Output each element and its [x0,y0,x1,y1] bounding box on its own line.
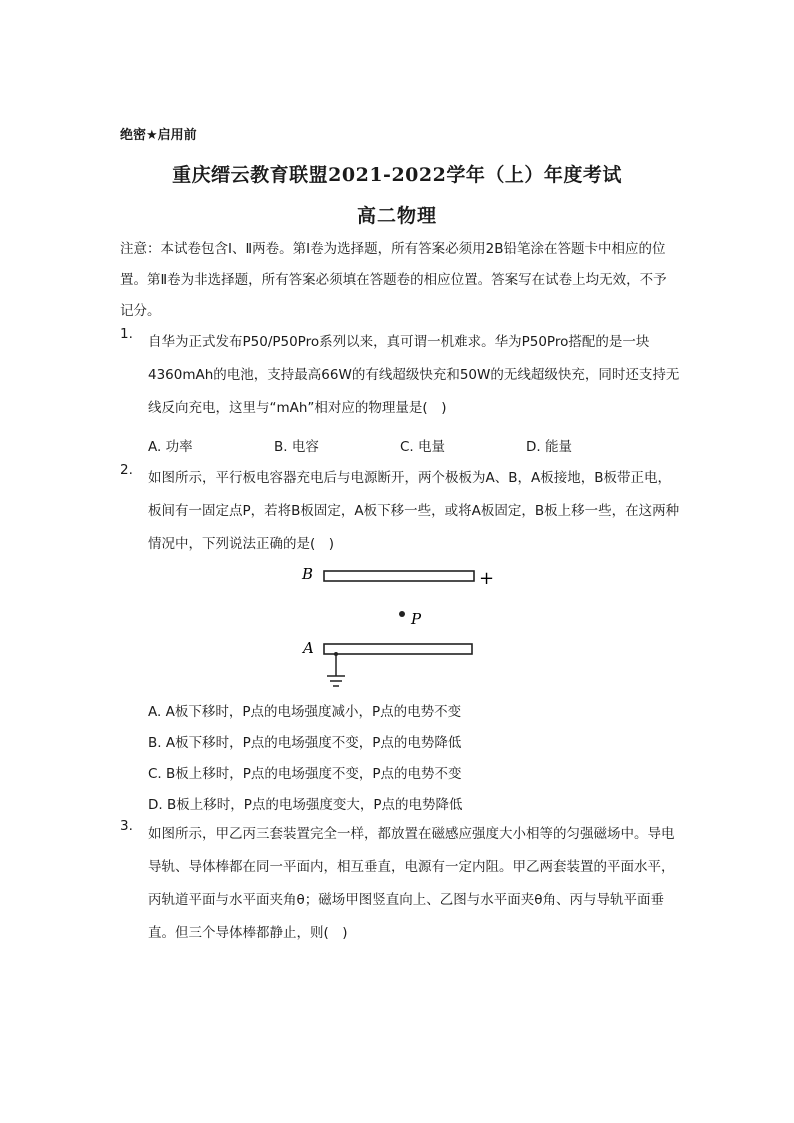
question-number: 1. [120,326,133,342]
option-d[interactable]: D. 能量 [526,439,572,455]
secret-label: 绝密★启用前 [120,128,197,143]
ground-icon [327,652,345,686]
option-c[interactable]: C. B板上移时，P点的电场强度不变，P点的电势不变 [148,766,462,782]
point-p [399,611,405,617]
exam-title: 重庆缙云教育联盟2021-2022学年（上）年度考试 [172,164,622,186]
question-2-options [148,697,688,821]
option-a[interactable]: A. 功率 [148,439,193,455]
plate-a [324,644,472,654]
question-text: 如图所示，平行板电容器充电后与电源断开，两个极板为A、B，A板接地，B板带正电，板间有一固定点P，若将B板固定，A板下移一些，或将A板固定，B板上移一些，在这两种情况中，下列说法正确的是( ) [148,470,680,552]
plus-sign: + [479,568,495,589]
plate-a-label: A [303,639,314,657]
point-p-label: P [411,610,422,628]
question-3 [120,818,680,950]
question-1-options [148,435,688,455]
option-b[interactable]: B. 电容 [274,439,319,455]
question-2 [120,462,680,561]
question-text: 自华为正式发布P50/P50Pro系列以来，真可谓一机难求。华为P50Pro搭配的是一块4360mAh的电池，支持最高66W的有线超级快充和50W的无线超级快充，同时还支持无线反向充电，这里与“mAh”相对应的物理量是( ) [148,334,680,416]
capacitor-diagram [296,560,516,694]
question-text: 如图所示，甲乙丙三套装置完全一样，都放置在磁感应强度大小相等的匀强磁场中。导电导轨、导体棒都在同一平面内，相互垂直，电源有一定内阻。甲乙两套装置的平面水平，丙轨道平面与水平面夹角θ；磁场甲图竖直向上、乙图与水平面夹θ角、丙与导轨平面垂直。但三个导体棒都静止，则( ) [148,826,675,941]
plate-b-label: B [302,565,314,583]
subject-title: 高二物理 [356,205,437,227]
question-number: 2. [120,462,133,478]
option-a[interactable]: A. A板下移时，P点的电场强度减小，P点的电势不变 [148,704,462,720]
exam-notice: 注意：本试卷包含Ⅰ、Ⅱ两卷。第Ⅰ卷为选择题，所有答案必须用2B铅笔涂在答题卡中相应的位置。第Ⅱ卷为非选择题，所有答案必须填在答题卷的相应位置。答案写在试卷上均无效，不予记分。 [120,241,667,319]
option-c[interactable]: C. 电量 [400,439,446,455]
question-1 [120,326,680,425]
capacitor-figure [296,560,516,694]
option-b[interactable]: B. A板下移时，P点的电场强度不变，P点的电势降低 [148,735,462,751]
option-d[interactable]: D. B板上移时，P点的电场强度变大，P点的电势降低 [148,797,463,813]
question-number: 3. [120,818,133,834]
plate-b [324,571,474,581]
